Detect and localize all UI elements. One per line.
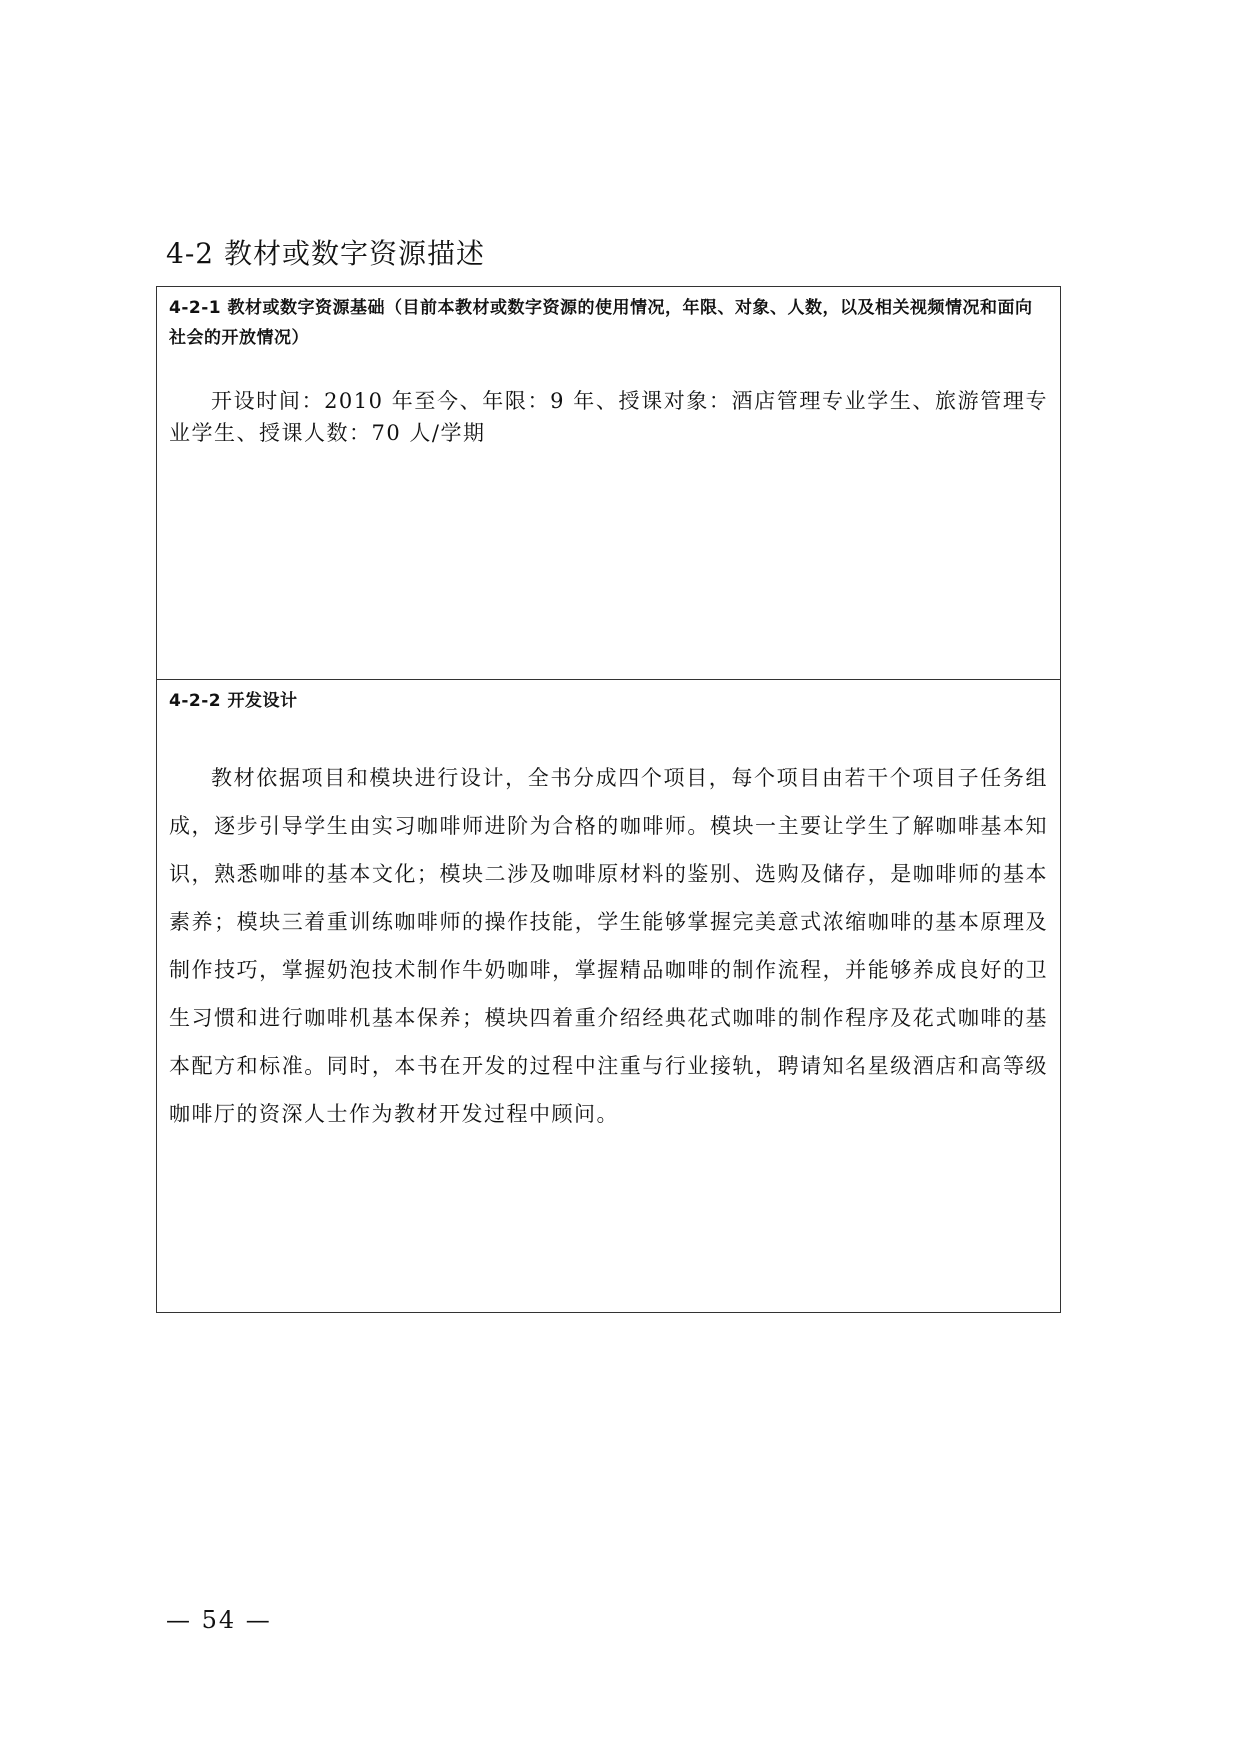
development-design-cell	[157, 680, 1060, 1312]
page-number: — 54 —	[166, 1606, 272, 1634]
section-title: 4-2 教材或数字资源描述	[166, 237, 485, 270]
resource-basis-cell	[157, 287, 1060, 680]
description-table	[156, 286, 1061, 1313]
resource-basis-text: 开设时间：2010 年至今、年限：9 年、授课对象：酒店管理专业学生、旅游管理专业学生、授课人数：70 人/学期	[169, 389, 1048, 445]
development-design-heading: 4-2-2 开发设计	[169, 691, 298, 711]
resource-basis-heading: 4-2-1 教材或数字资源基础（目前本教材或数字资源的使用情况，年限、对象、人数，以及相关视频情况和面向社会的开放情况）	[169, 298, 1033, 348]
development-design-text: 教材依据项目和模块进行设计，全书分成四个项目，每个项目由若干个项目子任务组成，逐步引导学生由实习咖啡师进阶为合格的咖啡师。模块一主要让学生了解咖啡基本知识，熟悉咖啡的基本文化；模块二涉及咖啡原材料的鉴别、选购及储存，是咖啡师的基本素养；模块三着重训练咖啡师的操作技能，学生能够掌握完美意式浓缩咖啡的基本原理及制作技巧，掌握奶泡技术制作牛奶咖啡，掌握精品咖啡的制作流程，并能够养成良好的卫生习惯和进行咖啡机基本保养；模块四着重介绍经典花式咖啡的制作程序及花式咖啡的基本配方和标准。同时，本书在开发的过程中注重与行业接轨，聘请知名星级酒店和高等级咖啡厅的资深人士作为教材开发过程中顾问。	[169, 766, 1048, 1126]
